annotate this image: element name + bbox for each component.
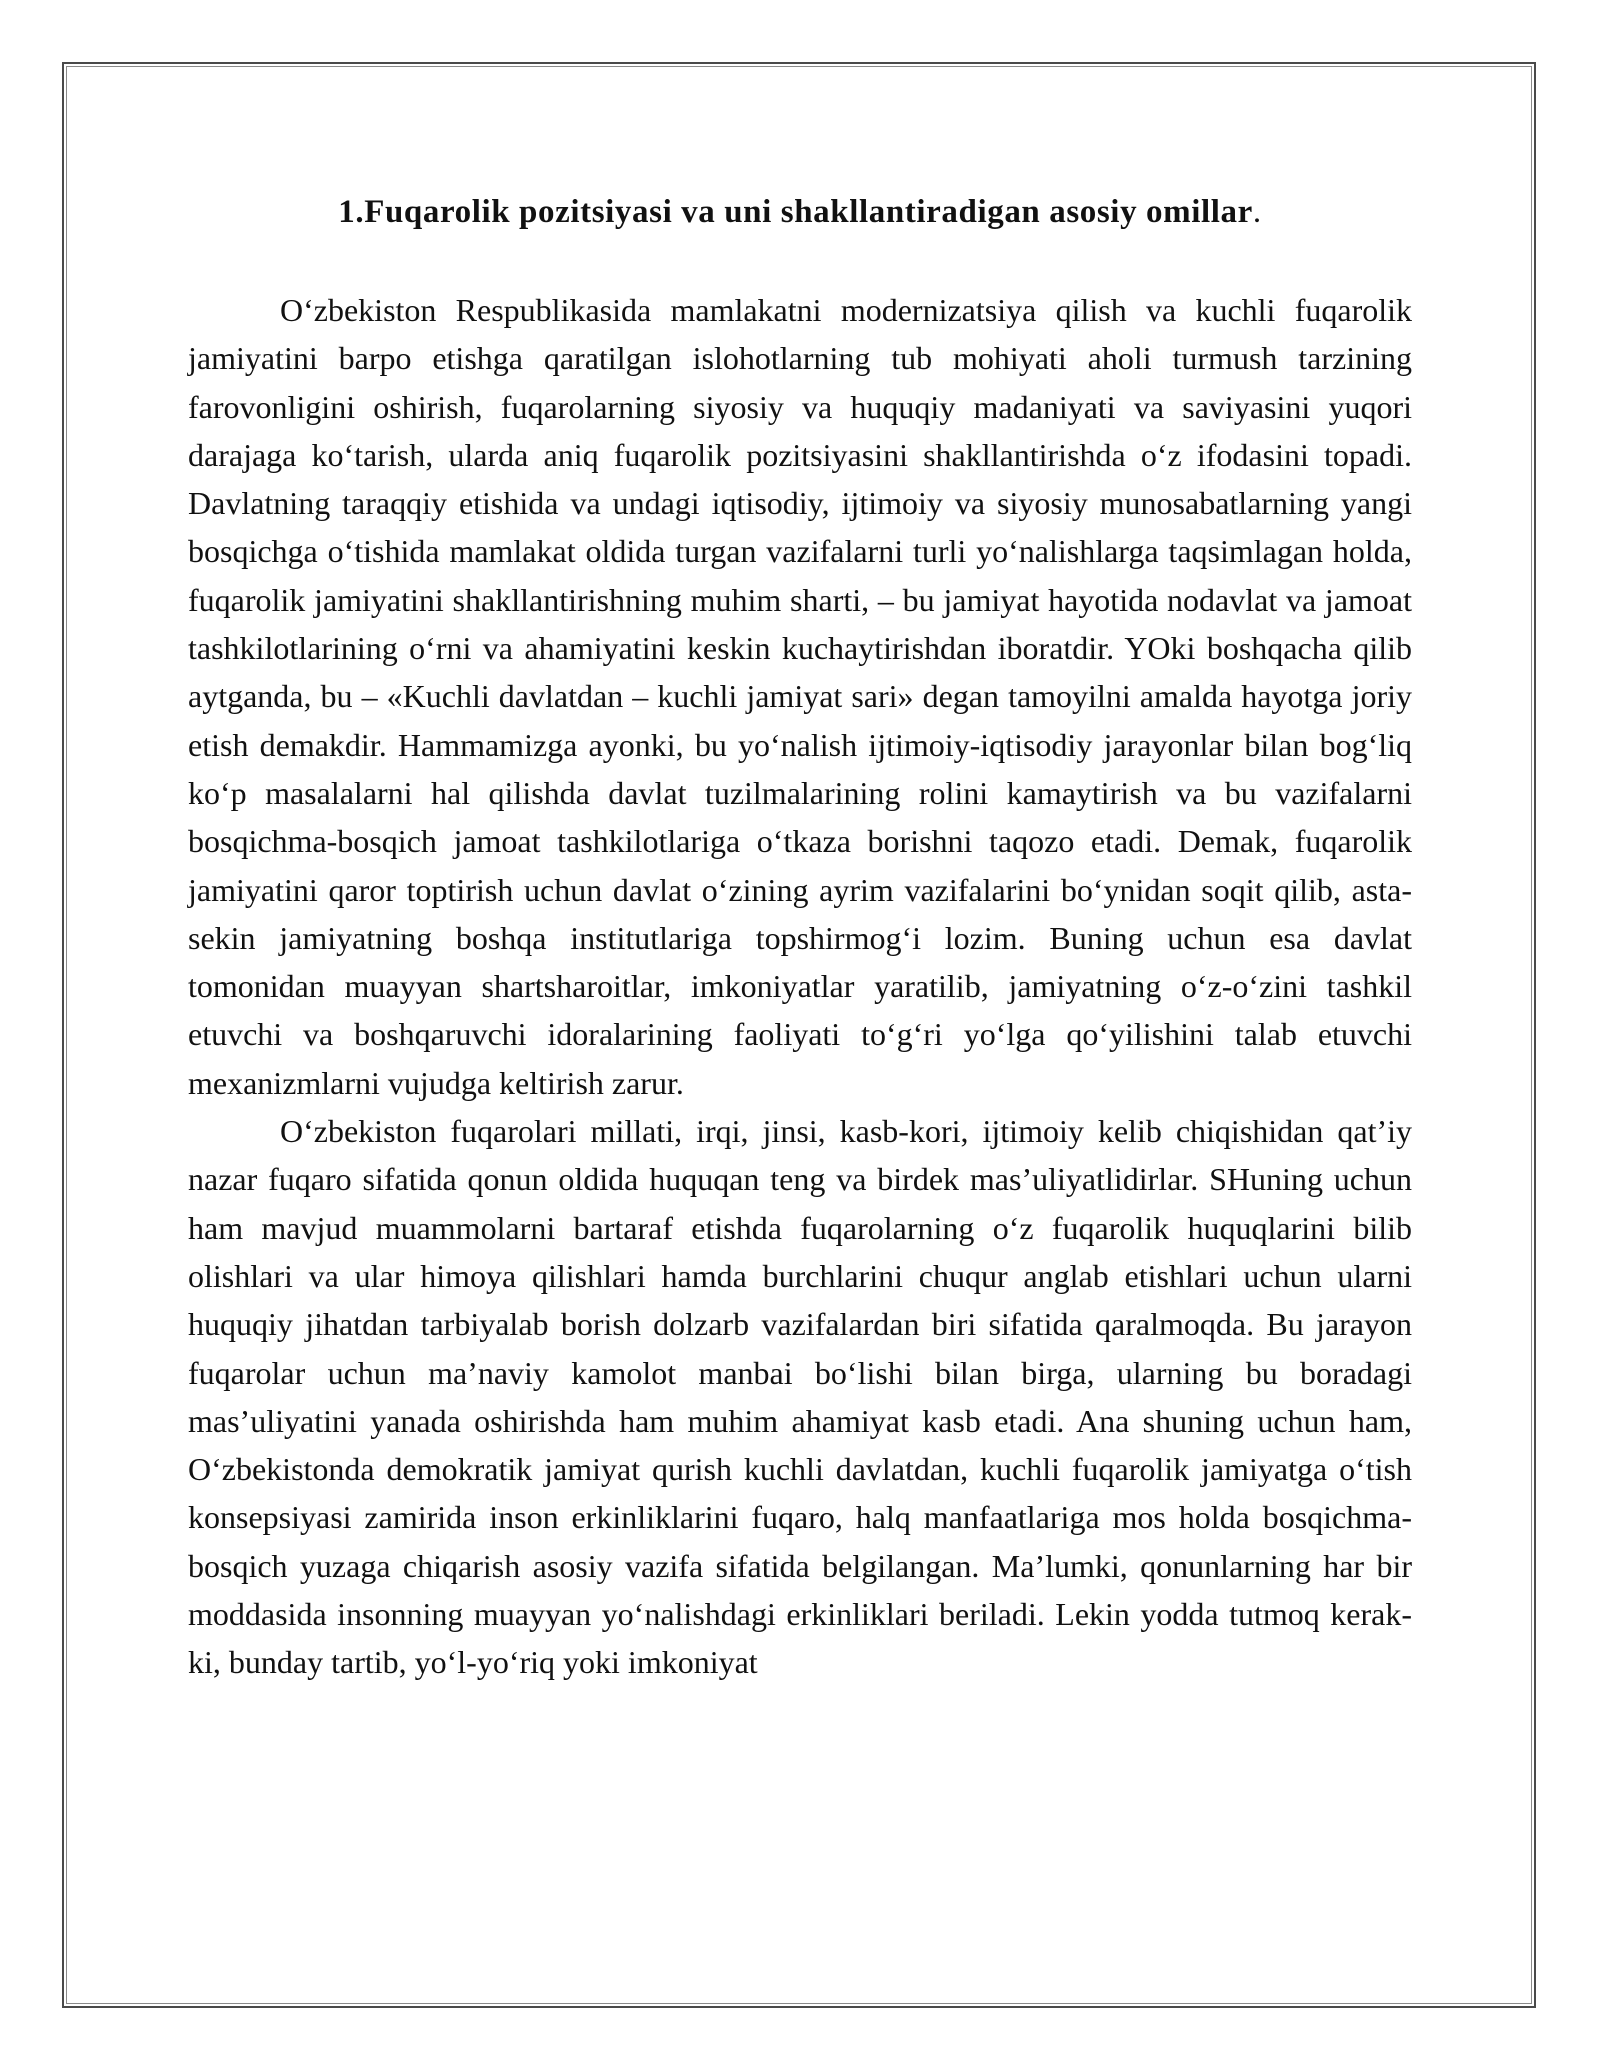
title-period: . [1252,194,1262,230]
document-title [188,188,1412,236]
paragraph-2: O‘zbekiston fuqarolari millati, irqi, jinsi, kasb-kori, ijtimoiy kelib chiqishidan qat’iy nazar fuqaro sifatida qonun oldida huquqan teng va birdek mas’uliyatlidirlar. SHuning uchun ham mavjud muammolarni bartaraf etishda fuqarolarning o‘z fuqarolik huquqlarini bilib olishlari va ular himoya qilishlari hamda burchlarini chuqur anglab etishlari uchun ularni huquqiy jihatdan tarbiyalab borish dolzarb vazifalardan biri sifatida qaralmoqda. Bu jarayon fuqarolar uchun ma’naviy kamolot manbai bo‘lishi bilan birga, ularning bu boradagi mas’uliyatini yanada oshirishda ham muhim ahamiyat kasb etadi. Ana shuning uchun ham, O‘zbekistonda demokratik jamiyat qurish kuchli davlatdan, kuchli fuqarolik jamiyatga o‘tish konsepsiyasi zamirida inson erkinliklarini fuqaro, halq manfaatlariga mos holda bosqichma-bosqich yuzaga chiqarish asosiy vazifa sifatida belgilangan. Ma’lumki, qonunlarning har bir moddasida insonning muayyan yo‘nalishdagi erkinliklari beriladi. Lekin yodda tutmoq kerak-ki, bunday tartib, yo‘l-yo‘riq yoki imkoniyat [188,1113,1412,1681]
title-text: 1.Fuqarolik pozitsiyasi va uni shakllantiradigan asosiy omillar [338,194,1253,230]
document-body [188,188,1412,1687]
paragraph-1: O‘zbekiston Respublikasida mamlakatni modernizatsiya qilish va kuchli fuqarolik jamiyatini barpo etishga qaratilgan islohotlarning tub mohiyati aholi turmush tarzining farovonligini oshirish, fuqarolarning siyosiy va huquqiy madaniyati va saviyasini yuqori darajaga ko‘tarish, ularda aniq fuqarolik pozitsiyasini shakllantirishda o‘z ifodasini topadi. Davlatning taraqqiy etishida va undagi iqtisodiy, ijtimoiy va siyosiy munosabatlarning yangi bosqichga o‘tishida mamlakat oldida turgan vazifalarni turli yo‘nalishlarga taqsimlagan holda, fuqarolik jamiyatini shakllantirishning muhim sharti, – bu jamiyat hayotida nodavlat va jamoat tashkilotlarining o‘rni va ahamiyatini keskin kuchaytirishdan iboratdir. YOki boshqacha qilib aytganda, bu – «Kuchli davlatdan – kuchli jamiyat sari» degan tamoyilni amalda hayotga joriy etish demakdir. Hammamizga ayonki, bu yo‘nalish ijtimoiy-iqtisodiy jarayonlar bilan bog‘liq ko‘p masalalarni hal qilishda davlat tuzilmalarining rolini kamaytirish va bu vazifalarni bosqichma-bosqich jamoat tashkilotlariga o‘tkaza borishni taqozo etadi. Demak, fuqarolik jamiyatini qaror toptirish uchun davlat o‘zining ayrim vazifalarini bo‘ynidan soqit qilib, asta-sekin jamiyatning boshqa institutlariga topshirmog‘i lozim. Buning uchun esa davlat tomonidan muayyan shartsharoitlar, imkoniyatlar yaratilib, jamiyatning o‘z-o‘zini tashkil etuvchi va boshqaruvchi idoralarining faoliyati to‘g‘ri yo‘lga qo‘yilishini talab etuvchi mexanizmlarni vujudga keltirish zarur. [188,292,1412,1101]
